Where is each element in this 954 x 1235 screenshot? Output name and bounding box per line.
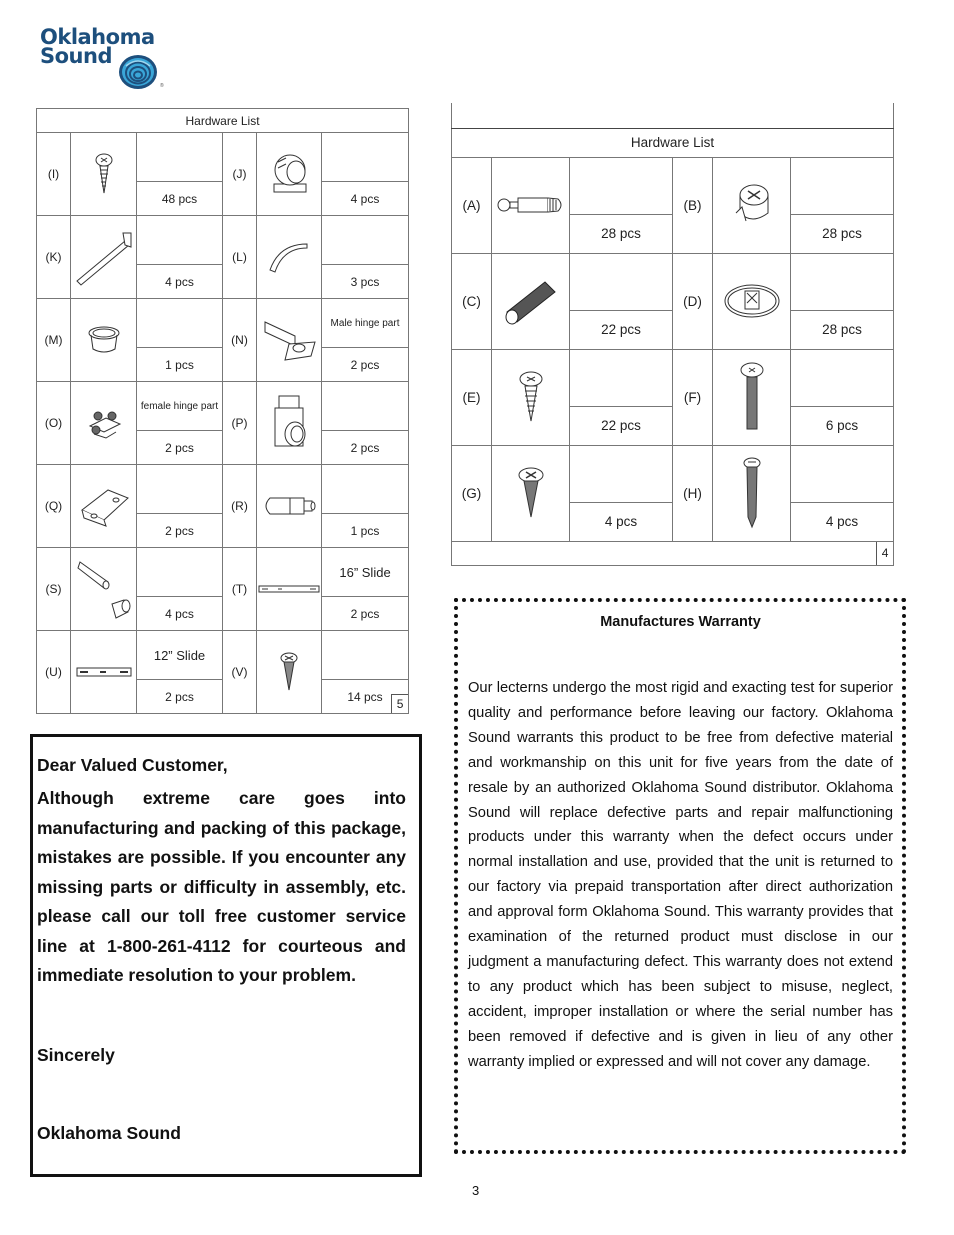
part-note	[137, 216, 223, 265]
part-quantity: 2 pcs	[137, 431, 223, 465]
letter-signature: Oklahoma Sound	[37, 1123, 181, 1143]
warranty-box	[454, 598, 906, 1154]
shelf-pin-icon	[257, 465, 322, 548]
part-quantity: 22 pcs	[570, 310, 673, 349]
part-label: (A)	[452, 157, 492, 253]
part-quantity: 2 pcs	[137, 680, 223, 714]
letter-greeting: Dear Valued Customer,	[37, 755, 228, 775]
part-label: (R)	[223, 465, 257, 548]
part-quantity: 2 pcs	[137, 514, 223, 548]
part-note	[322, 382, 409, 431]
part-quantity: 28 pcs	[791, 310, 894, 349]
part-label: (O)	[37, 382, 71, 465]
cover-cap-icon	[713, 253, 791, 349]
registered-mark: ®	[160, 83, 164, 89]
part-label: (G)	[452, 445, 492, 541]
table-page-number: 4	[876, 542, 893, 565]
oklahoma-sound-logo	[38, 25, 168, 92]
part-label: (E)	[452, 349, 492, 445]
hinge-clip-icon	[257, 133, 322, 216]
pan-head-screw-icon	[71, 133, 137, 216]
part-note	[137, 299, 223, 348]
part-label: (L)	[223, 216, 257, 299]
grommet-icon	[71, 299, 137, 382]
table-top-spacer	[452, 103, 894, 128]
slide-rail-icon	[257, 548, 322, 631]
part-quantity: 2 pcs	[322, 348, 409, 382]
long-screw-icon	[713, 349, 791, 445]
part-label: (B)	[673, 157, 713, 253]
part-quantity-value: 14 pcs	[347, 689, 383, 704]
part-note	[570, 349, 673, 406]
part-note	[570, 445, 673, 502]
part-quantity: 1 pcs	[137, 348, 223, 382]
letter-body: Although extreme care goes into manufacturing and packing of this package, mistakes are possible. If you encounter any missing parts or difficulty in assembly, etc. please call our toll free customer service line at 1-800-261-4112 for courteous and immediate resolution to your problem.	[37, 788, 406, 985]
part-quantity: 28 pcs	[570, 214, 673, 253]
part-quantity: 1 pcs	[322, 514, 409, 548]
part-label: (J)	[223, 133, 257, 216]
part-quantity: 48 pcs	[137, 182, 223, 216]
part-note	[322, 465, 409, 514]
letter-closing: Sincerely	[37, 1045, 115, 1065]
part-note	[322, 216, 409, 265]
logo-line-2: Sound	[40, 44, 112, 68]
warranty-body: Our lecterns undergo the most rigid and exacting test for superior quality and performance before leaving our factory. Oklahoma Sound warrants this product to be free from defective material and workmanship on this unit for five years from the date of resale by an authorized Oklahoma Sound distributor. Oklahoma Sound will replace defective parts and repair malfunctioning products under this warranty when the defect occurs under normal installation and use, provided that the unit is returned to our factory via prepaid transportation after direct authorization and approval form Oklahoma Sound. This warranty provides that examination of the returned product must disclose in our judgment a manufacturing defect. This warranty does not extend to any product which has been subject to misuse, neglect, accident, improper installation or where the serial number has been removed if defective and is given in lieu of any other warranty implied or expressed and will not cover any damage.	[468, 680, 893, 1070]
part-note	[322, 133, 409, 182]
part-quantity: 2 pcs	[322, 597, 409, 631]
handle-icon	[257, 216, 322, 299]
part-note: Male hinge part	[322, 299, 409, 348]
warranty-title: Manufactures Warranty	[600, 614, 761, 630]
part-note	[791, 445, 894, 502]
hardware-list-table-right	[451, 103, 894, 566]
sound-waves-circle-icon	[118, 54, 158, 90]
part-note	[570, 253, 673, 310]
slide-rail-icon	[71, 631, 137, 714]
customer-letter-box	[30, 734, 422, 1177]
flat-head-screw-icon	[257, 631, 322, 714]
part-quantity: 22 pcs	[570, 406, 673, 445]
part-quantity: 2 pcs	[322, 431, 409, 465]
part-quantity: 4 pcs	[137, 265, 223, 299]
hardware-list-title: Hardware List	[37, 109, 409, 133]
slide-length: 12” Slide	[137, 631, 223, 680]
part-label: (F)	[673, 349, 713, 445]
part-label: (U)	[37, 631, 71, 714]
part-quantity: 4 pcs	[570, 502, 673, 541]
male-hinge-icon	[257, 299, 322, 382]
part-label: (S)	[37, 548, 71, 631]
part-quantity: 4 pcs	[137, 597, 223, 631]
part-quantity: 4 pcs	[791, 502, 894, 541]
part-label: (V)	[223, 631, 257, 714]
part-note	[791, 253, 894, 310]
logo-line-1: Oklahoma	[40, 25, 155, 49]
part-label: (P)	[223, 382, 257, 465]
part-note	[137, 548, 223, 597]
part-label: (H)	[673, 445, 713, 541]
part-quantity	[322, 680, 409, 714]
part-label: (Q)	[37, 465, 71, 548]
part-note	[791, 157, 894, 214]
part-quantity: 28 pcs	[791, 214, 894, 253]
part-quantity: 4 pcs	[322, 182, 409, 216]
lock-icon	[257, 382, 322, 465]
wood-screw-icon	[713, 445, 791, 541]
part-note: female hinge part	[137, 382, 223, 431]
part-quantity: 6 pcs	[791, 406, 894, 445]
flat-head-screw-icon	[492, 445, 570, 541]
part-label: (N)	[223, 299, 257, 382]
part-note	[791, 349, 894, 406]
table-footer	[452, 541, 894, 565]
hardware-list-title: Hardware List	[452, 128, 894, 157]
cam-lock-icon	[713, 157, 791, 253]
wood-dowel-icon	[492, 253, 570, 349]
pan-head-screw-icon	[492, 349, 570, 445]
cam-bolt-icon	[492, 157, 570, 253]
slide-length: 16” Slide	[322, 548, 409, 597]
part-label: (D)	[673, 253, 713, 349]
part-note	[137, 465, 223, 514]
page-number: 3	[472, 1183, 480, 1198]
part-label: (K)	[37, 216, 71, 299]
allen-wrench-icon	[71, 216, 137, 299]
part-note	[137, 133, 223, 182]
bracket-icon	[71, 465, 137, 548]
part-quantity: 3 pcs	[322, 265, 409, 299]
part-label: (I)	[37, 133, 71, 216]
table-page-number: 5	[391, 694, 408, 713]
part-label: (M)	[37, 299, 71, 382]
female-hinge-icon	[71, 382, 137, 465]
part-label: (T)	[223, 548, 257, 631]
hardware-list-table-left	[36, 108, 409, 714]
dowel-pin-icon	[71, 548, 137, 631]
part-label: (C)	[452, 253, 492, 349]
part-note	[322, 631, 409, 680]
part-note	[570, 157, 673, 214]
